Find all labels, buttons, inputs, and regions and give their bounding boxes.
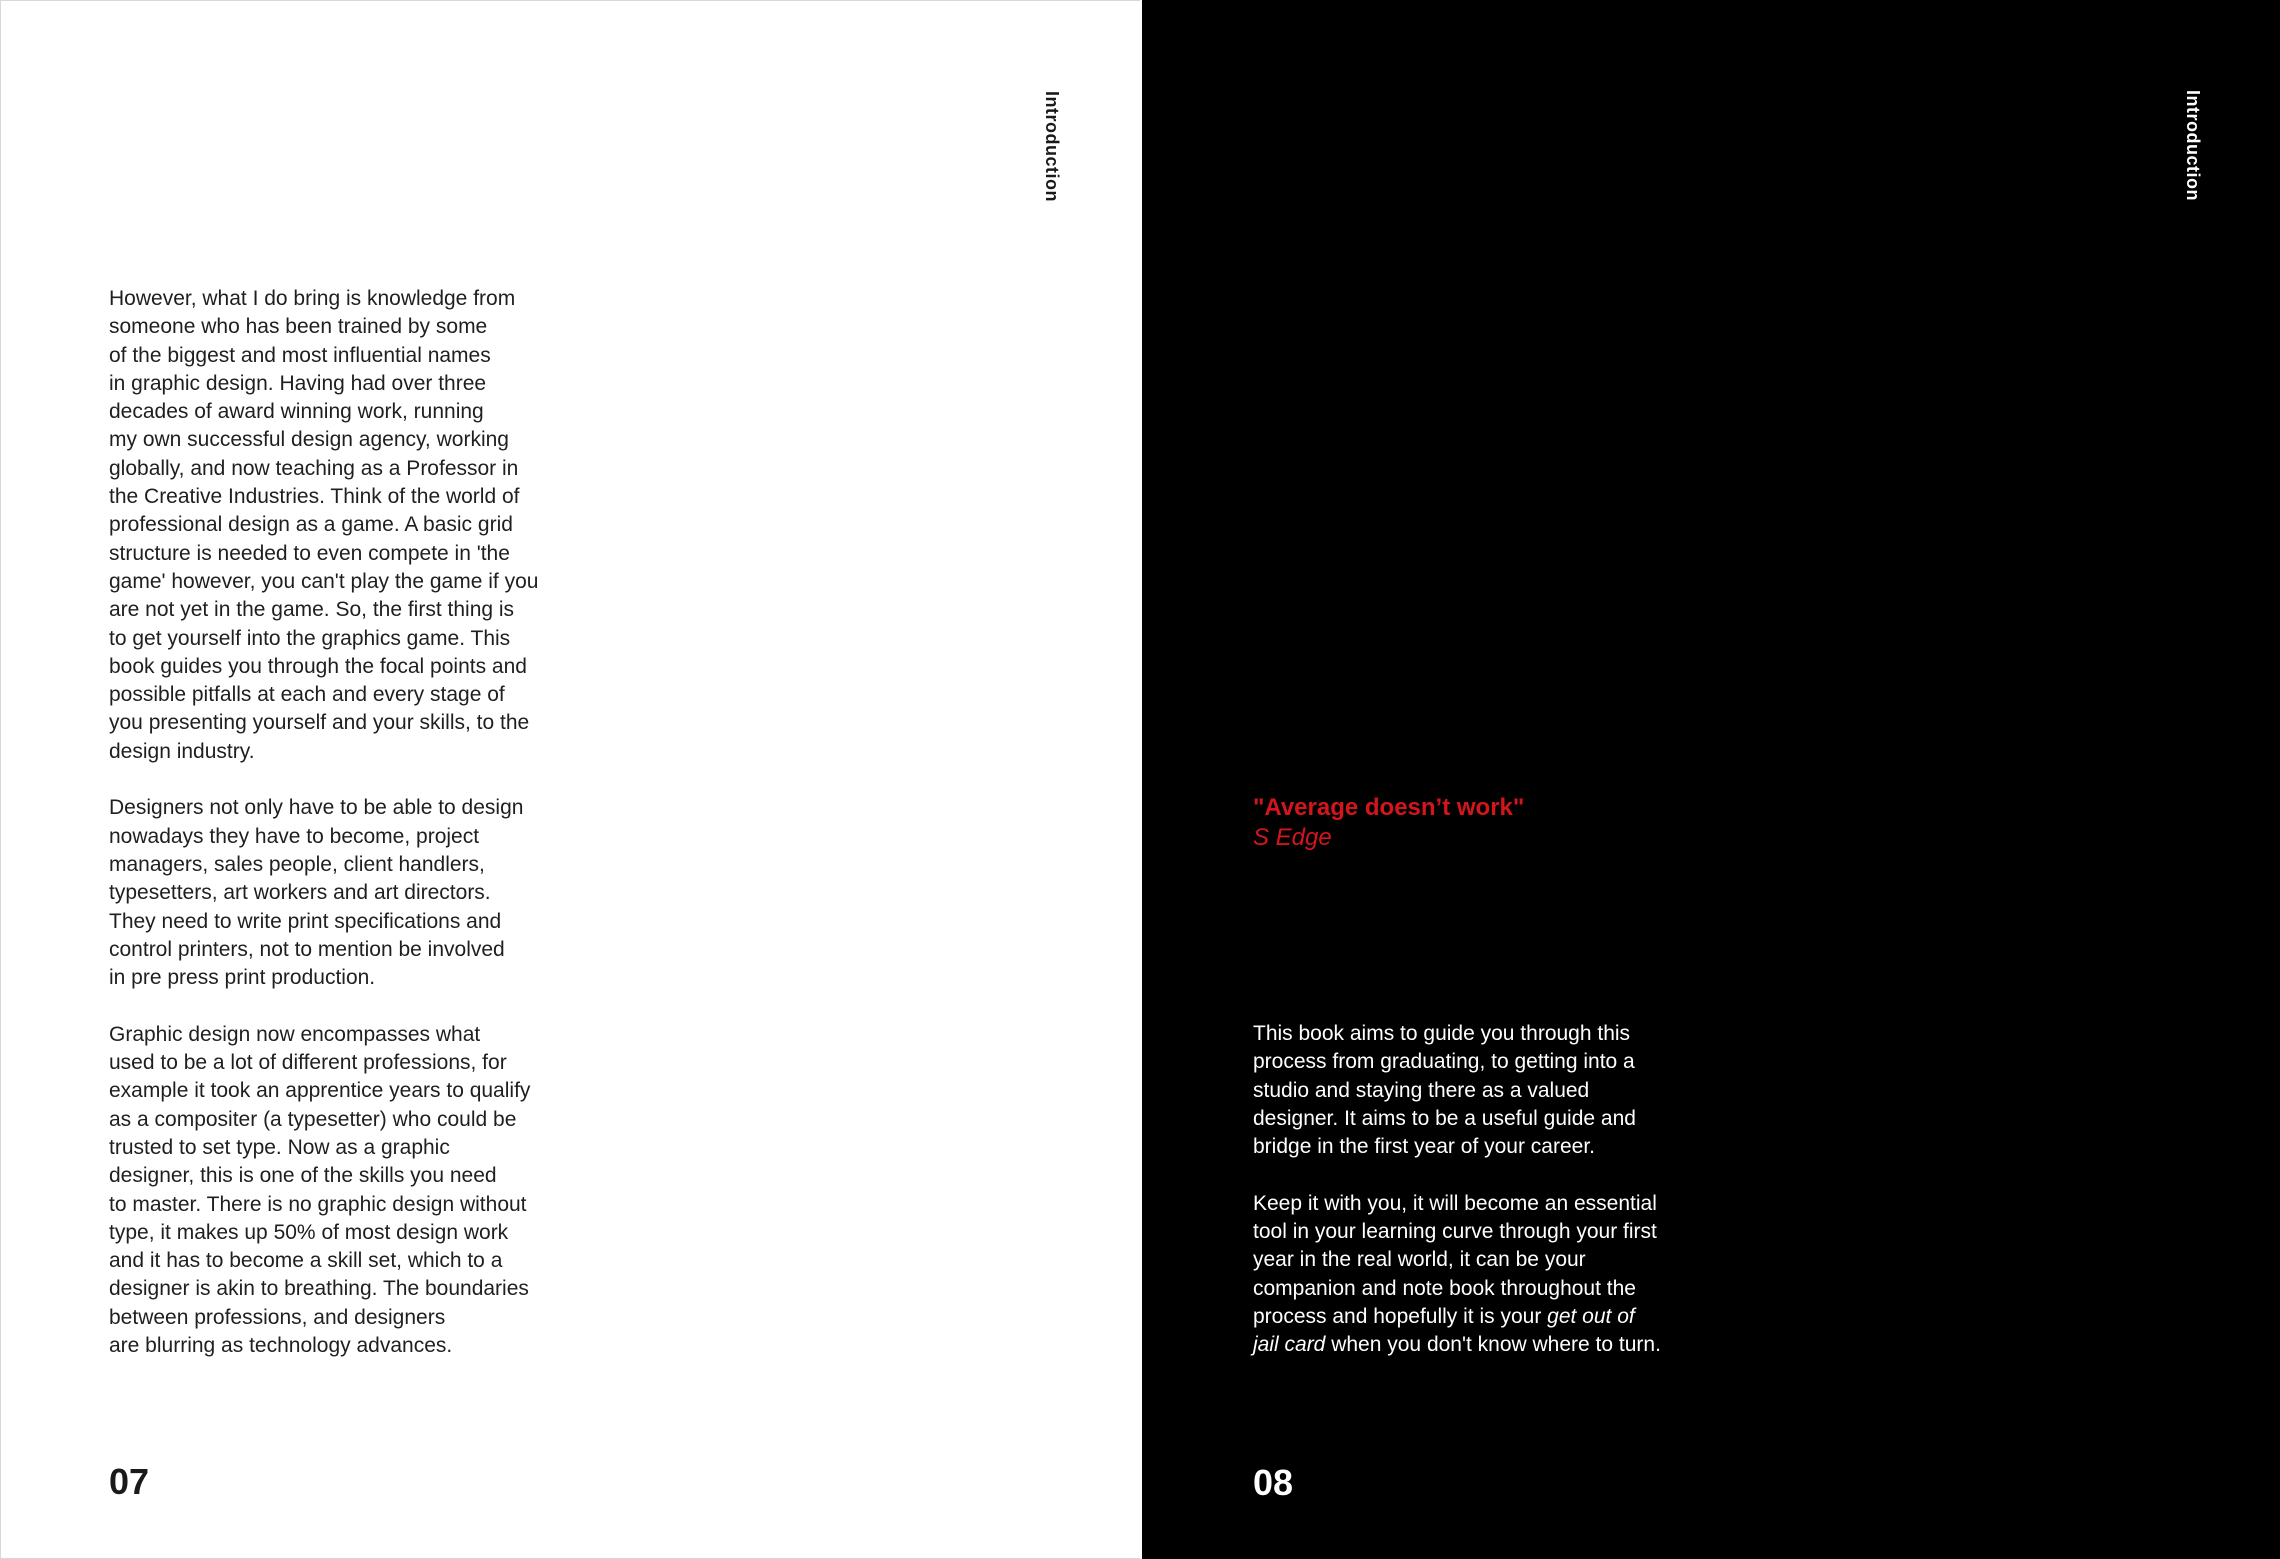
body-text [1253,1020,1663,1388]
page-number: 07 [109,1461,150,1502]
paragraph-text: when you don't know where to turn. [1325,1333,1661,1357]
emphasis-text: get out of jail card [1253,1304,1635,1357]
quote-author: S Edge [1253,824,1332,851]
paragraph [1253,1190,1663,1360]
paragraph-text: Keep it with you, it will become an essential tool in your learning curve through your first year in the real world, it can be your companion and note book throughout the process and hopefully it is your [1253,1191,1657,1328]
paragraph: Graphic design now encompasses what used to be a lot of different professions, for example it took an apprentice years to qualify as a compositer (a typesetter) who could be trusted to set type. Now as a graphic designer, this is one of the skills you need to master. There is no graphic design without type, it makes up 50% of most design work and it has to become a skill set, which to a designer is akin to breathing. The boundaries between professions, and designers are blurring as technology advances. [109,1022,531,1357]
paragraph: This book aims to guide you through this process from graduating, to getting into a studio and staying there as a valued designer. It aims to be a useful guide and bridge in the first year of your career. [1253,1022,1636,1159]
running-head: Introduction [2183,90,2203,201]
page-number: 08 [1253,1462,1294,1503]
right-page [1142,0,2280,1559]
running-head: Introduction [1042,91,1062,202]
quote-text: "Average doesn’t work" [1253,794,1525,821]
paragraph: However, what I do bring is knowledge from someone who has been trained by some of the biggest and most influential names in graphic design. Having had over three decades of award winning work, running my own successful design agency, working globally, and now teaching as a Professor in the Creative Industries. Think of the world of professional design as a game. A basic grid structure is needed to even compete in 'the game' however, you can't play the game if you are not yet in the game. So, the first thing is to get yourself into the graphics game. This book guides you through the focal points and possible pitfalls at each and every stage of you presenting yourself and your skills, to the design industry. [109,287,539,763]
pull-quote [1253,793,1524,853]
body-text [109,285,569,1389]
paragraph: Designers not only have to be able to design nowadays they have to become, project managers, sales people, client handlers, typesetters, art workers and art directors. They need to write print specifications and control printers, not to mention be involved in pre press print production. [109,796,524,990]
